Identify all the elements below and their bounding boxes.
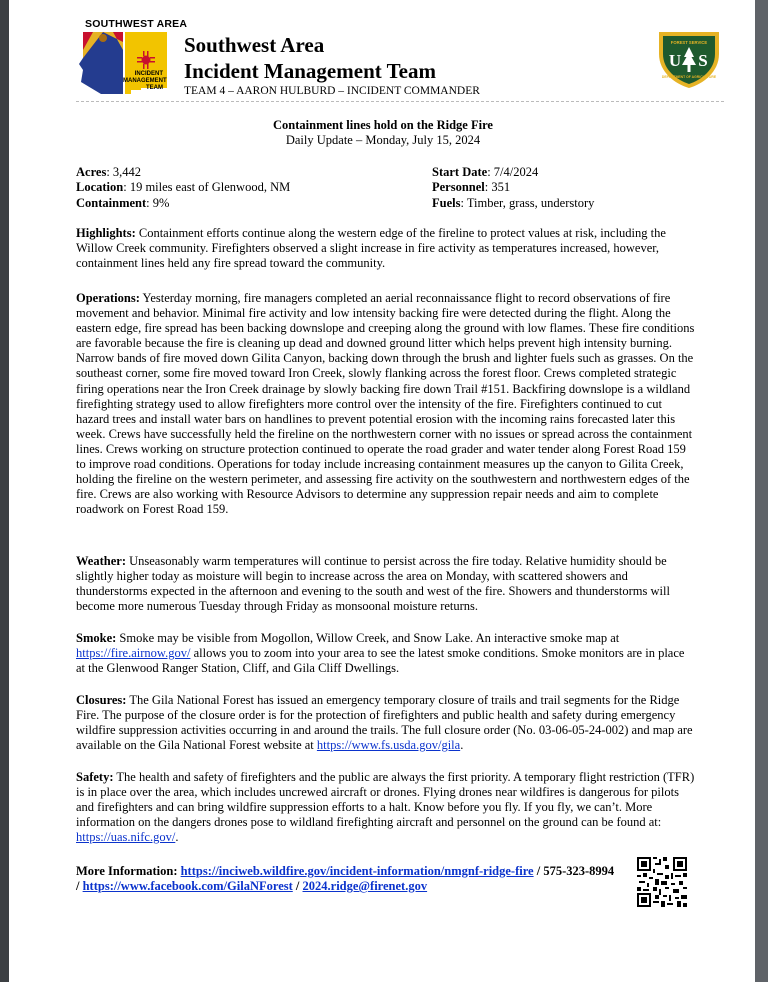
inciweb-link[interactable]: https://inciweb.wildfire.gov/incident-information/nmgnf-ridge-fire (180, 864, 534, 878)
letterhead (9, 0, 755, 110)
fact-personnel: Personnel: 351 (432, 180, 511, 195)
operations-heading: Operations: (76, 291, 140, 305)
window-scrollbar[interactable] (0, 0, 9, 982)
gila-website-link[interactable]: https://www.fs.usda.gov/gila (316, 738, 461, 753)
svg-text:S: S (698, 51, 708, 70)
facts-left (76, 165, 290, 211)
airnow-link[interactable]: https://fire.airnow.gov/ (76, 646, 191, 661)
highlights-heading: Highlights: (76, 226, 136, 240)
forest-service-shield-logo (655, 28, 723, 90)
svg-text:FOREST SERVICE: FOREST SERVICE (670, 40, 708, 45)
svg-text:U: U (668, 51, 682, 70)
document-page (9, 0, 755, 982)
weather-paragraph: Weather: Unseasonably warm temperatures will continue to persist across the fire today. Relative humidity should be slightly higher today as moisture will begin to increase across the area on Monday, with scattered showers and thunderstorms expected in the afternoon and evening to the south and west of the fire. Showers and thunderstorms will become more numerous Tuesday through Friday as monsoonal moisture returns. (76, 554, 670, 614)
header-divider (76, 101, 724, 102)
logo-incident-text: INCIDENT MANAGEMENT TEAM (123, 71, 167, 91)
update-title-block (76, 118, 690, 148)
team-title-line2: Incident Management Team (184, 59, 436, 83)
facebook-link[interactable]: https://www.facebook.com/GilaNForest (82, 879, 293, 894)
fact-containment: Containment: 9% (76, 195, 170, 210)
email-link[interactable]: 2024.ridge@firenet.gov (302, 879, 428, 894)
smoke-paragraph: Smoke: Smoke may be visible from Mogollon, Willow Creek, and Snow Lake. An interactive smoke map at https://fire.airnow.gov/ allows you to zoom into your area to see the latest smoke conditions. Smoke monitors are in place at the Glenwood Ranger Station, Cliff, and Gila Cliff Dwellings. (76, 631, 685, 676)
more-info-paragraph: More Information: https://inciweb.wildfire.gov/incident-information/nmgnf-ridge-fire / 575-323-8994 / https://www.facebook.com/GilaNForest / 2024.ridge@firenet.gov (76, 864, 615, 894)
qr-code-icon[interactable] (637, 857, 687, 907)
fact-location: Location: 19 miles east of Glenwood, NM (76, 180, 291, 195)
svg-text:DEPARTMENT OF AGRICULTURE: DEPARTMENT OF AGRICULTURE (661, 75, 717, 79)
smoke-heading: Smoke: (76, 631, 117, 645)
team-subtitle: TEAM 4 – AARON HULBURD – INCIDENT COMMANDER (184, 85, 480, 97)
logo-top-label: SOUTHWEST AREA (85, 18, 188, 30)
fact-start-date: Start Date: 7/4/2024 (432, 165, 539, 179)
closures-heading: Closures: (76, 693, 127, 707)
update-subhead: Daily Update – Monday, July 15, 2024 (285, 133, 481, 147)
team-title-line1: Southwest Area (184, 33, 325, 57)
safety-paragraph: Safety: The health and safety of firefighters and the public are always the first priority. A temporary flight restriction (TFR) is in place over the area, which includes uncrewed aircraft or drones. Flying drones near wildfires is dangerous for pilots and firefighters and can bring wildfire suppression efforts to a halt. Know before you fly. If you fly, we can’t. More information on the dangers drones pose to wildland firefighting aircraft and personnel on the ground can be found at: https://uas.nifc.gov/. (76, 770, 695, 845)
southwest-area-imt-logo (79, 14, 189, 96)
highlights-paragraph: Highlights: Containment efforts continue along the western edge of the fireline to protect values at risk, including the Willow Creek community. Firefighters observed a slight increase in fire activity as temperatures increased, however, containment lines held any fire spread toward the community. (76, 226, 666, 271)
fact-fuels: Fuels: Timber, grass, understory (432, 195, 595, 210)
facts-right (432, 165, 594, 211)
weather-heading: Weather: (76, 554, 126, 568)
update-headline: Containment lines hold on the Ridge Fire (273, 118, 493, 132)
closures-paragraph: Closures: The Gila National Forest has issued an emergency temporary closure of trails and trail segments for the Ridge Fire. The purpose of the closure order is for the protection of firefighters and public health and safety during emergency wildfire suppression activities occurring in and around the trails. The full closure order (No. 03-06-05-24-002) and map are available on the Gila National Forest website at https://www.fs.usda.gov/gila. (76, 693, 693, 753)
uas-nifc-link[interactable]: https://uas.nifc.gov/ (76, 830, 176, 845)
fact-acres: Acres: 3,442 (76, 165, 142, 179)
more-info-heading: More Information: (76, 864, 178, 878)
operations-paragraph: Operations: Yesterday morning, fire managers completed an aerial reconnaissance flight to record observations of fire movement and behavior. Minimal fire activity and low intensity backing fire were detected during the flight. Along the eastern edge, fire spread has been backing downslope and creeping along the ground with low flames. These fire conditions are favorable because the fire is cleaning up dead and downed ground litter which helps prevent high intensity burning. Narrow bands of fire moved down Gilita Canyon, backing down through the brush and lighter fuels such as grasses. On the southeast corner, some fire moved toward Iron Creek, slowly flanking across the forest floor. Crews completed strategic firing operations near the Iron Creek drainage by slowly backing fire down Trail #151. Backfiring downslope is a wildland firefighting strategy used to allow firefighters more control over the intensity of the fire. Firefighters continued to cut hazard trees and install water bars on handlines to prevent potential erosion with the incoming rains forecasted later this week. Crews have successfully held the fireline on the northwestern corner with no issues or spread across the containment lines. Crews working on structure protection continued to operate the road grader and water tender along Forest Road 159 to improve road conditions. Operations for today include increasing containment measures up the canyon to Gilita Creek, holding the fireline on the western perimeter, and assessing fire activity on the southwestern and northwestern edges of the fire. Crews are also working with Resource Advisors to determine any suppression repair needs and aim to complete roadwork on Forest Road 159. (76, 291, 695, 517)
safety-heading: Safety: (76, 770, 114, 784)
